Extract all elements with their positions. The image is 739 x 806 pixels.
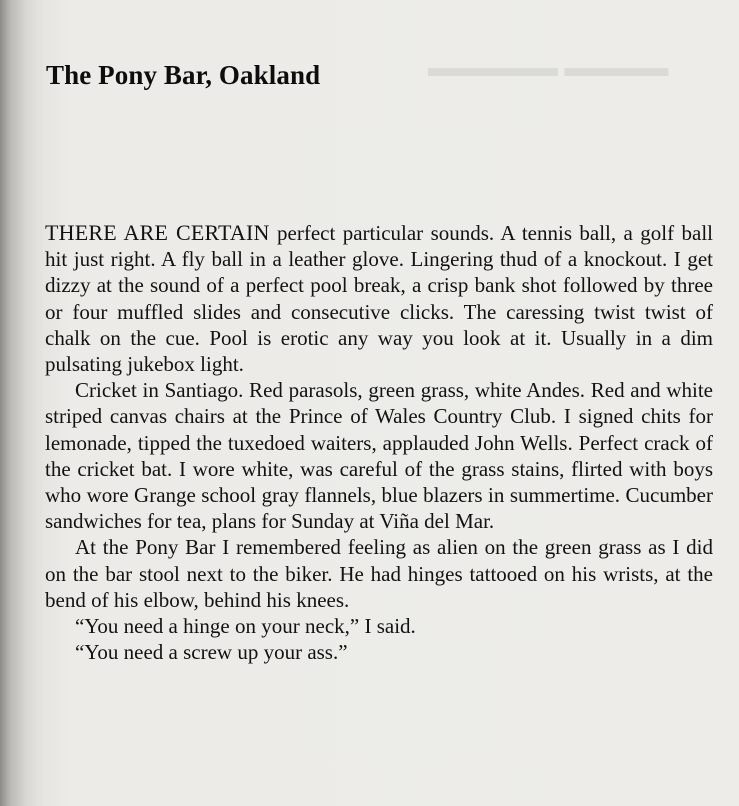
paragraph-1-text: perfect particular sounds. A tennis ball, a golf ball hit just right. A fly ball in a leather glove. Lingering thud of a knockout. I get dizzy at the sound of a perfect pool break, a crisp bank shot followed by three or four muffled slides and consecutive clicks. The caressing twist twist of chalk on the cue. Pool is erotic any way you look at it. Usually in a dim pulsating jukebox light. xyxy=(45,221,713,377)
opening-small-caps: THERE ARE CERTAIN xyxy=(45,220,270,245)
chapter-title: The Pony Bar, Oakland xyxy=(46,60,321,90)
dialogue-line-1: “You need a hinge on your neck,” I said. xyxy=(75,614,416,639)
paragraph-1 xyxy=(45,220,713,377)
dialogue-line-2: “You need a screw up your ass.” xyxy=(75,640,348,665)
paragraph-2: Cricket in Santiago. Red parasols, green grass, white Andes. Red and white striped canvas chairs at the Prince of Wales Country Club. I signed chits for lemonade, tipped the tuxedoed waiters, applauded John Wells. Perfect crack of the cricket bat. I wore white, was careful of the grass stains, flirted with boys who wore Grange school gray flannels, blue blazers in summertime. Cucumber sandwiches for tea, plans for Sunday at Viña del Mar. xyxy=(45,378,713,534)
reverse-page-bleed-through: ▬▬▬▬▬ ▬▬▬▬ xyxy=(428,53,669,82)
story-text xyxy=(45,220,713,665)
paragraph-3: At the Pony Bar I remembered feeling as alien on the green grass as I did on the bar stool next to the biker. He had hinges tattooed on his wrists, at the bend of his elbow, behind his knees. xyxy=(45,535,713,612)
